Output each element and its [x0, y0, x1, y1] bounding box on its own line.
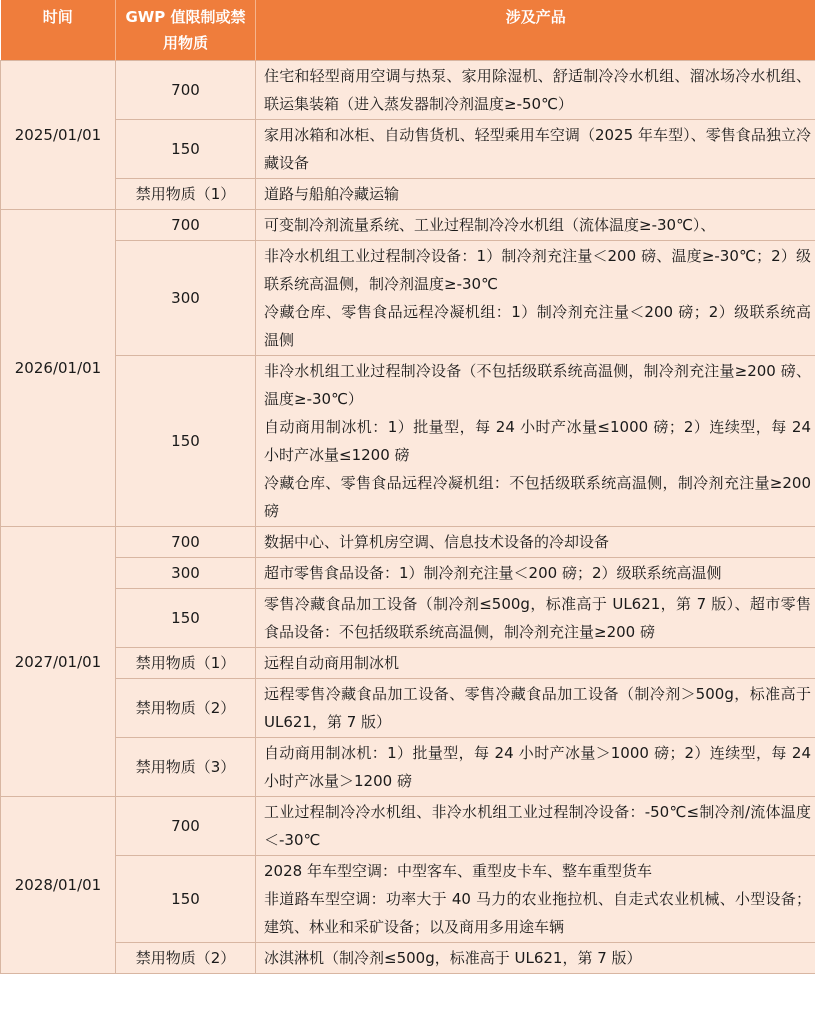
table-row	[1, 61, 815, 120]
table-row	[1, 241, 815, 356]
table-row	[1, 738, 815, 797]
table-row	[1, 120, 815, 179]
product-line: 冰淇淋机（制冷剂≤500g，标准高于 UL621，第 7 版）	[264, 949, 642, 967]
products-cell	[256, 943, 815, 974]
gwp-cell: 禁用物质（2）	[116, 943, 256, 974]
products-cell	[256, 589, 815, 648]
gwp-cell: 禁用物质（1）	[116, 648, 256, 679]
product-line: 冷藏仓库、零售食品远程冷凝机组：1）制冷剂充注量＜200 磅；2）级联系统高温侧	[264, 303, 811, 349]
product-line: 远程零售冷藏食品加工设备、零售冷藏食品加工设备（制冷剂＞500g，标准高于 UL621，第 7 版）	[264, 685, 811, 731]
table-row	[1, 856, 815, 943]
gwp-cell: 150	[116, 589, 256, 648]
products-cell	[256, 61, 815, 120]
product-line: 数据中心、计算机房空调、信息技术设备的冷却设备	[264, 533, 610, 551]
products-cell	[256, 179, 815, 210]
product-line: 非冷水机组工业过程制冷设备（不包括级联系统高温侧，制冷剂充注量≥200 磅、温度≥-30℃）	[264, 362, 811, 408]
gwp-cell: 150	[116, 356, 256, 527]
product-line: 超市零售食品设备：1）制冷剂充注量＜200 磅；2）级联系统高温侧	[264, 564, 722, 582]
table-row	[1, 356, 815, 527]
product-line: 自动商用制冰机：1）批量型，每 24 小时产冰量＞1000 磅；2）连续型，每 24 小时产冰量＞1200 磅	[264, 744, 811, 790]
table-row	[1, 210, 815, 241]
header-gwp: GWP 值限制或禁用物质	[116, 0, 256, 61]
products-cell	[256, 210, 815, 241]
table-header-row	[1, 0, 815, 61]
products-cell	[256, 120, 815, 179]
time-cell: 2025/01/01	[1, 61, 116, 210]
table-row	[1, 943, 815, 974]
gwp-cell: 150	[116, 120, 256, 179]
products-cell	[256, 356, 815, 527]
products-cell	[256, 797, 815, 856]
gwp-cell: 700	[116, 797, 256, 856]
products-cell	[256, 648, 815, 679]
product-line: 住宅和轻型商用空调与热泵、家用除湿机、舒适制冷冷水机组、溜冰场冷水机组、联运集装箱（进入蒸发器制冷剂温度≥-50℃）	[264, 67, 811, 113]
gwp-cell: 700	[116, 210, 256, 241]
product-line: 工业过程制冷冷水机组、非冷水机组工业过程制冷设备：-50℃≤制冷剂/流体温度＜-30℃	[264, 803, 811, 849]
gwp-cell: 150	[116, 856, 256, 943]
gwp-cell: 禁用物质（2）	[116, 679, 256, 738]
products-cell	[256, 738, 815, 797]
products-cell	[256, 241, 815, 356]
header-time: 时间	[1, 0, 116, 61]
product-line: 非道路车型空调：功率大于 40 马力的农业拖拉机、自走式农业机械、小型设备；建筑、林业和采矿设备；以及商用多用途车辆	[264, 890, 811, 936]
table-row	[1, 527, 815, 558]
table-row	[1, 558, 815, 589]
time-cell: 2026/01/01	[1, 210, 116, 527]
table-row	[1, 648, 815, 679]
product-line: 2028 年车型空调：中型客车、重型皮卡车、整车重型货车	[264, 862, 652, 880]
table-row	[1, 589, 815, 648]
gwp-cell: 700	[116, 61, 256, 120]
gwp-cell: 禁用物质（3）	[116, 738, 256, 797]
product-line: 道路与船舶冷藏运输	[264, 185, 400, 203]
table-row	[1, 679, 815, 738]
table-row	[1, 179, 815, 210]
gwp-cell: 300	[116, 558, 256, 589]
header-products: 涉及产品	[256, 0, 815, 61]
product-line: 冷藏仓库、零售食品远程冷凝机组：不包括级联系统高温侧，制冷剂充注量≥200 磅	[264, 474, 811, 520]
time-cell: 2028/01/01	[1, 797, 116, 974]
products-cell	[256, 856, 815, 943]
product-line: 零售冷藏食品加工设备（制冷剂≤500g，标准高于 UL621，第 7 版）、超市零售食品设备：不包括级联系统高温侧，制冷剂充注量≥200 磅	[264, 595, 811, 641]
table-row	[1, 797, 815, 856]
product-line: 自动商用制冰机：1）批量型，每 24 小时产冰量≤1000 磅；2）连续型，每 24 小时产冰量≤1200 磅	[264, 418, 811, 464]
gwp-cell: 300	[116, 241, 256, 356]
product-line: 家用冰箱和冰柜、自动售货机、轻型乘用车空调（2025 年车型）、零售食品独立冷藏设备	[264, 126, 811, 172]
products-cell	[256, 679, 815, 738]
product-line: 非冷水机组工业过程制冷设备：1）制冷剂充注量＜200 磅、温度≥-30℃；2）级联系统高温侧，制冷剂温度≥-30℃	[264, 247, 811, 293]
gwp-cell: 禁用物质（1）	[116, 179, 256, 210]
products-cell	[256, 527, 815, 558]
gwp-cell: 700	[116, 527, 256, 558]
products-cell	[256, 558, 815, 589]
product-line: 远程自动商用制冰机	[264, 654, 400, 672]
time-cell: 2027/01/01	[1, 527, 116, 797]
table-body	[1, 61, 815, 974]
product-line: 可变制冷剂流量系统、工业过程制冷冷水机组（流体温度≥-30℃）、	[264, 216, 716, 234]
